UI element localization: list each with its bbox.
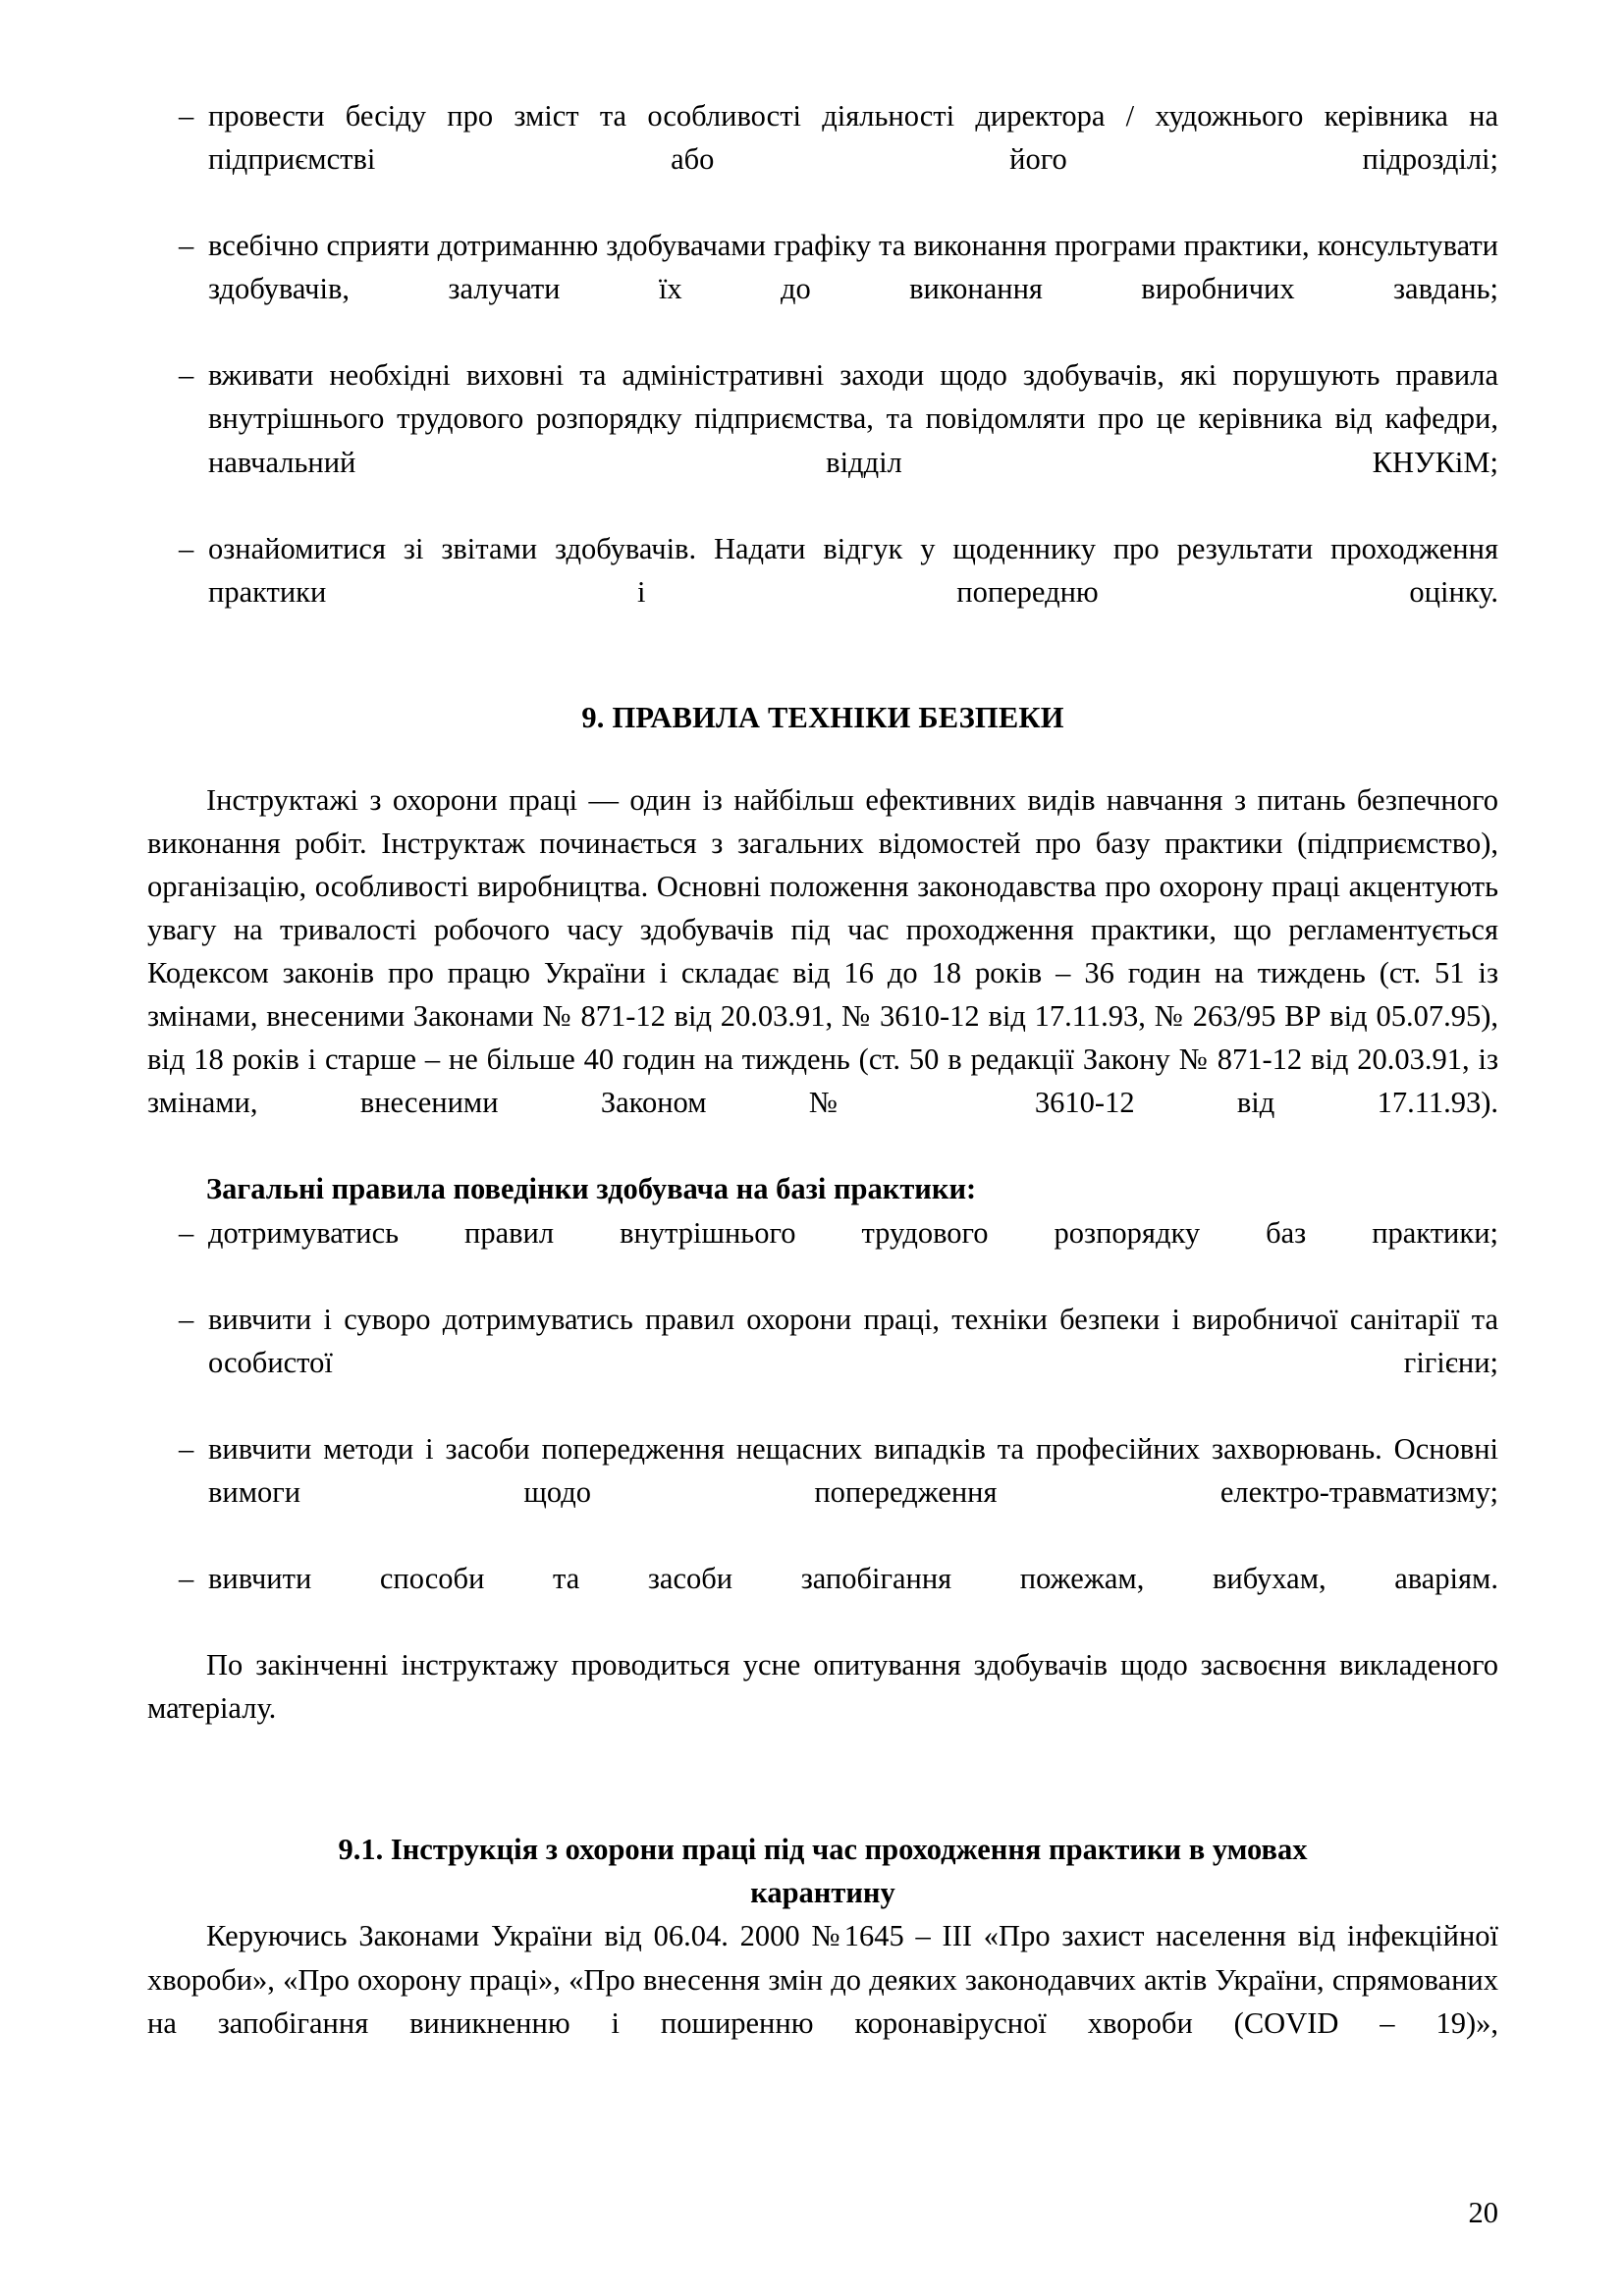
general-rules-list xyxy=(147,1211,1498,1644)
section-9-paragraph-2: По закінченні інструктажу проводиться усне опитування здобувачів щодо засвоєння викладеного матеріалу. xyxy=(147,1648,1498,1726)
list-item xyxy=(147,94,1498,224)
list-item xyxy=(147,353,1498,526)
spacer xyxy=(147,657,1498,696)
list-item-text: вивчити способи та засоби запобігання пожежам, вибухам, аваріям. xyxy=(208,1562,1498,1595)
list-item xyxy=(147,1557,1498,1643)
dash-bullet-icon: – xyxy=(179,1431,194,1466)
section-9-paragraph-1: Інструктажі з охорони праці — один із найбільш ефективних видів навчання з питань безпечного виконання робіт. Інструктаж починається з загальних відомостей про базу практики (підприємство), організацію, особливості виробництва. Основні положення законодавства про охорону праці акцентують увагу на тривалості робочого часу здобувачів під час проходження практики, що регламентується Кодексом законів про працю України і складає від 16 до 18 років – 36 годин на тиждень (ст. 51 із змінами, внесеними Законами № 871-12 від 20.03.91, № 3610-12 від 17.11.93, № 263/95 ВР від 05.07.95), від 18 років і старше – не більше 40 годин на тиждень (ст. 50 в редакції Закону № 871-12 від 20.03.91, із змінами, внесеними Законом № 3610-12 від 17.11.93). xyxy=(147,782,1498,1120)
dash-bullet-icon: – xyxy=(179,229,194,263)
section-9-1-paragraph-1: Керуючись Законами України від 06.04. 2000 №1645 – ІІІ «Про захист населення від інфекційної хвороби», «Про охорону праці», «Про внесення змін до деяких законодавчих актів України, спрямованих на запобігання виникненню і поширенню коронавірусної хвороби (COVID – 19)», xyxy=(147,1919,1498,2040)
dash-bullet-icon: – xyxy=(179,1215,194,1250)
dash-bullet-icon: – xyxy=(179,1302,194,1336)
list-item-text: провести бесіду про зміст та особливості діяльності директора / художнього керівника на підприємстві або його підрозділі; xyxy=(208,99,1498,177)
section-9-heading: 9. ПРАВИЛА ТЕХНІКИ БЕЗПЕКИ xyxy=(581,700,1064,734)
page-content xyxy=(147,94,1498,2088)
list-item xyxy=(147,224,1498,353)
section-9-1-heading-line-1: 9.1. Інструкція з охорони праці під час проходження практики в умовах xyxy=(338,1833,1308,1867)
list-item xyxy=(147,1298,1498,1427)
page-number: 20 xyxy=(1468,2195,1498,2229)
dash-bullet-icon: – xyxy=(179,1562,194,1595)
spacer xyxy=(147,1773,1498,1828)
dash-bullet-icon: – xyxy=(179,99,194,133)
list-item-text: вивчити методи і засоби попередження нещасних випадків та професійних захворювань. Основні вимоги щодо попередження електро-травматизму; xyxy=(208,1431,1498,1509)
dash-bullet-icon: – xyxy=(179,358,194,393)
list-item-text: вивчити і суворо дотримуватись правил охорони праці, техніки безпеки і виробничої санітарії та особистої гігієни; xyxy=(208,1302,1498,1379)
general-rules-lead: Загальні правила поведінки здобувача на базі практики: xyxy=(206,1172,977,1206)
list-item xyxy=(147,527,1498,657)
spacer xyxy=(147,739,1498,778)
list-item xyxy=(147,1427,1498,1557)
list-item-text: всебічно сприяти дотриманню здобувачами графіку та виконання програми практики, консультувати здобувачів, залучати їх до виконання виробничих завдань; xyxy=(208,229,1498,306)
list-item-text: дотримуватись правил внутрішнього трудового розпорядку баз практики; xyxy=(208,1215,1498,1250)
section-9-1-heading-line-2: карантину xyxy=(750,1876,895,1910)
list-item-text: вживати необхідні виховні та адміністративні заходи щодо здобувачів, які порушують правила внутрішнього трудового розпорядку підприємства, та повідомляти про це керівника від кафедри, навчальний відділ КНУКіМ; xyxy=(208,358,1498,479)
duties-list xyxy=(147,94,1498,657)
dash-bullet-icon: – xyxy=(179,531,194,565)
list-item xyxy=(147,1211,1498,1298)
list-item-text: ознайомитися зі звітами здобувачів. Надати відгук у щоденнику про результати проходження практики і попередню оцінку. xyxy=(208,531,1498,609)
